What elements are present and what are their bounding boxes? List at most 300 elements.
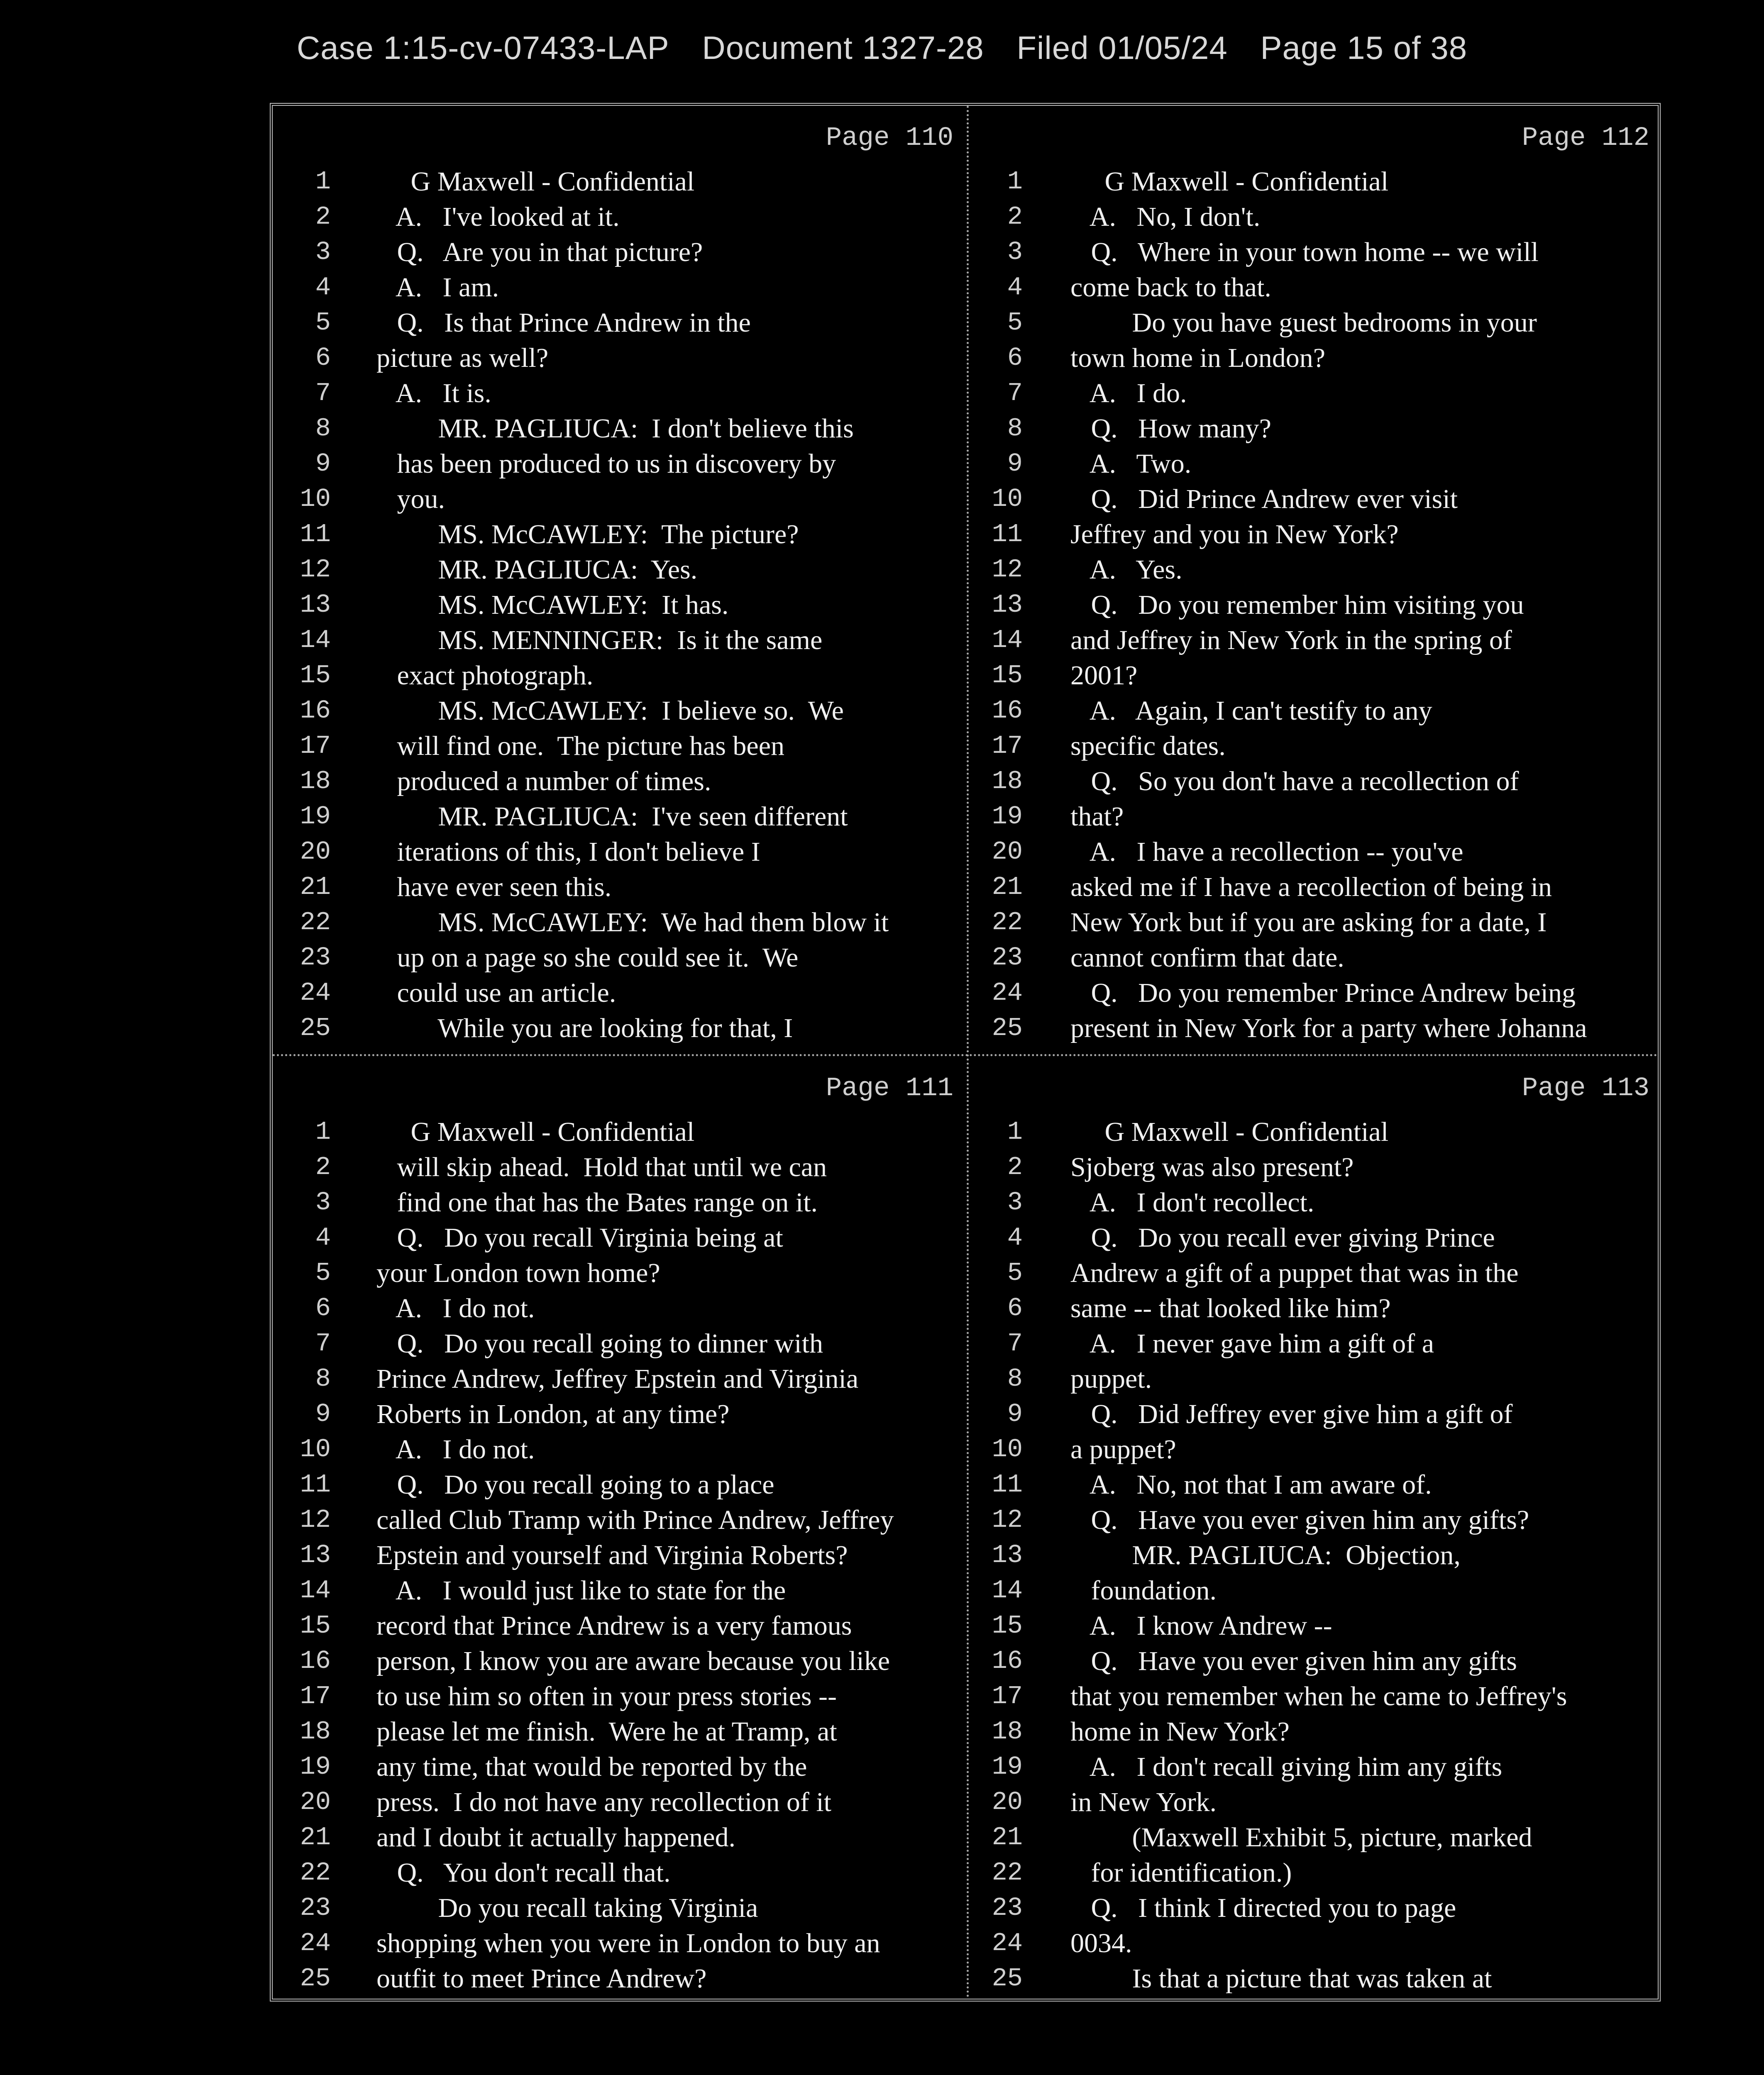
- transcript-line: [273, 1396, 967, 1432]
- transcript-line: [969, 1608, 1663, 1643]
- transcript-line: [273, 905, 967, 940]
- line-text: to use him so often in your press stories --: [376, 1681, 837, 1711]
- line-text: While you are looking for that, I: [376, 1013, 793, 1043]
- line-text: record that Prince Andrew is a very famous: [376, 1611, 852, 1641]
- line-number: 25: [300, 1964, 331, 1993]
- line-text: Q. Where in your town home -- we will: [1070, 237, 1539, 267]
- transcript-line: [273, 199, 967, 234]
- line-text: Q. I think I directed you to page: [1070, 1893, 1456, 1923]
- line-number: 9: [1007, 1399, 1023, 1429]
- line-text: press. I do not have any recollection of it: [376, 1787, 831, 1817]
- transcript-line: [273, 270, 967, 305]
- transcript-line: [273, 234, 967, 270]
- line-number: 9: [315, 1399, 331, 1429]
- transcript-page-113: [969, 1056, 1663, 2004]
- line-number: 17: [300, 731, 331, 761]
- line-text: Q. Do you recall going to dinner with: [376, 1328, 823, 1359]
- line-number: 5: [1007, 308, 1023, 337]
- transcript-line: [969, 1749, 1663, 1784]
- line-text: called Club Tramp with Prince Andrew, Jeffrey: [376, 1505, 894, 1535]
- transcript-line: [969, 764, 1663, 799]
- transcript-lines: [273, 1114, 967, 1996]
- line-text: find one that has the Bates range on it.: [376, 1187, 818, 1218]
- transcript-line: [969, 1150, 1663, 1185]
- line-number: 6: [1007, 1294, 1023, 1323]
- line-number: 13: [300, 1540, 331, 1570]
- transcript-line: [969, 905, 1663, 940]
- line-number: 13: [992, 590, 1023, 620]
- line-text: MR. PAGLIUCA: I've seen different: [376, 801, 848, 832]
- line-number: 1: [315, 167, 331, 196]
- document-number: Document 1327-28: [702, 29, 984, 66]
- transcript-line: [969, 1926, 1663, 1961]
- transcript-line: [273, 1502, 967, 1538]
- page-label: Page 112: [1522, 123, 1649, 153]
- transcript-line: [273, 1291, 967, 1326]
- transcript-line: [273, 1011, 967, 1046]
- line-text: will skip ahead. Hold that until we can: [376, 1152, 827, 1182]
- line-number: 15: [992, 661, 1023, 690]
- transcript-line: [969, 234, 1663, 270]
- line-number: 8: [315, 1364, 331, 1394]
- line-text: will find one. The picture has been: [376, 731, 785, 761]
- line-text: a puppet?: [1070, 1434, 1176, 1465]
- line-number: 5: [1007, 1258, 1023, 1288]
- line-number: 13: [300, 590, 331, 620]
- transcript-page-110: [273, 106, 967, 1054]
- line-text: Q. Are you in that picture?: [376, 237, 703, 267]
- line-number: 7: [1007, 378, 1023, 408]
- transcript-line: [969, 481, 1663, 517]
- line-text: A. I know Andrew --: [1070, 1611, 1332, 1641]
- line-text: up on a page so she could see it. We: [376, 942, 799, 973]
- line-number: 3: [315, 237, 331, 267]
- transcript-line: [969, 622, 1663, 658]
- line-text: Jeffrey and you in New York?: [1070, 519, 1399, 549]
- transcript-line: [273, 1855, 967, 1890]
- line-number: 19: [300, 802, 331, 831]
- transcript-line: [273, 340, 967, 376]
- line-number: 12: [300, 1505, 331, 1535]
- line-number: 10: [992, 1435, 1023, 1464]
- line-text: G Maxwell - Confidential: [376, 1117, 695, 1147]
- transcript-line: [273, 1150, 967, 1185]
- line-text: A. No, I don't.: [1070, 202, 1261, 232]
- transcript-line: [273, 1255, 967, 1291]
- line-text: Prince Andrew, Jeffrey Epstein and Virginia: [376, 1364, 859, 1394]
- line-text: MR. PAGLIUCA: I don't believe this: [376, 413, 854, 444]
- transcript-line: [969, 1855, 1663, 1890]
- line-text: home in New York?: [1070, 1716, 1290, 1747]
- transcript-line: [273, 975, 967, 1011]
- line-text: Q. Do you recall ever giving Prince: [1070, 1223, 1495, 1253]
- line-number: 2: [315, 1152, 331, 1182]
- line-number: 7: [315, 378, 331, 408]
- line-text: Q. How many?: [1070, 413, 1271, 444]
- line-number: 13: [992, 1540, 1023, 1570]
- line-number: 15: [300, 661, 331, 690]
- case-number: Case 1:15-cv-07433-LAP: [296, 29, 669, 66]
- transcript-line: [969, 1714, 1663, 1749]
- line-text: Q. Do you recall going to a place: [376, 1470, 774, 1500]
- transcript-line: [273, 869, 967, 905]
- transcript-lines: [969, 164, 1663, 1046]
- transcript-line: [273, 446, 967, 481]
- transcript-line: [273, 658, 967, 693]
- line-number: 4: [315, 273, 331, 302]
- transcript-line: [969, 199, 1663, 234]
- transcript-lines: [969, 1114, 1663, 1996]
- line-text: A. Two.: [1070, 449, 1192, 479]
- line-number: 21: [300, 1823, 331, 1852]
- line-number: 1: [315, 1117, 331, 1147]
- transcript-line: [969, 1185, 1663, 1220]
- line-number: 20: [300, 837, 331, 867]
- line-text: iterations of this, I don't believe I: [376, 837, 760, 867]
- line-number: 6: [315, 1294, 331, 1323]
- line-text: Andrew a gift of a puppet that was in the: [1070, 1258, 1519, 1288]
- line-number: 24: [992, 1929, 1023, 1958]
- line-number: 25: [992, 1964, 1023, 1993]
- transcript-line: [273, 1432, 967, 1467]
- line-text: any time, that would be reported by the: [376, 1752, 807, 1782]
- line-text: MS. McCAWLEY: I believe so. We: [376, 696, 844, 726]
- line-number: 11: [300, 1470, 331, 1499]
- transcript-line: [273, 305, 967, 340]
- transcript-line: [969, 1396, 1663, 1432]
- transcript-line: [273, 587, 967, 622]
- line-text: your London town home?: [376, 1258, 660, 1288]
- transcript-line: [969, 834, 1663, 869]
- line-number: 22: [992, 1858, 1023, 1887]
- transcript-line: [273, 481, 967, 517]
- transcript-line: [969, 1220, 1663, 1255]
- line-number: 2: [315, 202, 331, 232]
- transcript-line: [273, 622, 967, 658]
- transcript-line: [969, 1291, 1663, 1326]
- transcript-line: [969, 1467, 1663, 1502]
- transcript-line: [273, 517, 967, 552]
- line-text: Q. Do you recall Virginia being at: [376, 1223, 783, 1253]
- line-number: 12: [300, 555, 331, 584]
- transcript-line: [273, 1538, 967, 1573]
- line-number: 19: [992, 802, 1023, 831]
- transcript-line: [273, 1961, 967, 1996]
- line-number: 21: [300, 872, 331, 902]
- line-number: 4: [1007, 1223, 1023, 1252]
- transcript-lines: [273, 164, 967, 1046]
- line-text: cannot confirm that date.: [1070, 942, 1344, 973]
- transcript-line: [969, 1679, 1663, 1714]
- transcript-line: [969, 1502, 1663, 1538]
- line-number: 3: [1007, 1188, 1023, 1217]
- line-number: 5: [315, 1258, 331, 1288]
- line-number: 25: [992, 1013, 1023, 1043]
- line-number: 3: [1007, 237, 1023, 267]
- line-text: foundation.: [1070, 1575, 1217, 1606]
- line-text: outfit to meet Prince Andrew?: [376, 1963, 707, 1994]
- line-number: 9: [315, 449, 331, 478]
- line-text: Q. Do you remember Prince Andrew being: [1070, 978, 1576, 1008]
- line-text: A. I do.: [1070, 378, 1187, 408]
- transcript-line: [273, 1361, 967, 1396]
- transcript-line: [273, 1185, 967, 1220]
- transcript-line: [273, 1326, 967, 1361]
- transcript-line: [273, 1643, 967, 1679]
- line-number: 16: [300, 696, 331, 725]
- line-text: picture as well?: [376, 343, 549, 373]
- transcript-line: [969, 1890, 1663, 1926]
- line-number: 4: [315, 1223, 331, 1252]
- line-text: A. I don't recollect.: [1070, 1187, 1314, 1218]
- transcript-line: [969, 728, 1663, 764]
- line-text: Sjoberg was also present?: [1070, 1152, 1354, 1182]
- transcript-line: [969, 1784, 1663, 1820]
- line-number: 8: [315, 414, 331, 443]
- line-number: 6: [1007, 343, 1023, 373]
- transcript-grid: [270, 103, 1661, 2002]
- transcript-line: [969, 587, 1663, 622]
- line-text: and Jeffrey in New York in the spring of: [1070, 625, 1512, 655]
- line-text: Q. Have you ever given him any gifts: [1070, 1646, 1517, 1676]
- line-number: 16: [992, 696, 1023, 725]
- transcript-line: [273, 834, 967, 869]
- transcript-page-111: [273, 1056, 967, 2004]
- line-text: Epstein and yourself and Virginia Roberts?: [376, 1540, 848, 1570]
- line-text: person, I know you are aware because you like: [376, 1646, 890, 1676]
- line-number: 23: [992, 943, 1023, 972]
- transcript-line: [969, 552, 1663, 587]
- line-number: 22: [300, 908, 331, 937]
- line-number: 16: [300, 1646, 331, 1676]
- transcript-line: [969, 658, 1663, 693]
- line-number: 18: [992, 1717, 1023, 1746]
- line-number: 11: [300, 520, 331, 549]
- line-number: 17: [992, 731, 1023, 761]
- transcript-line: [273, 1114, 967, 1150]
- line-number: 24: [300, 1929, 331, 1958]
- line-text: has been produced to us in discovery by: [376, 449, 836, 479]
- transcript-line: [273, 411, 967, 446]
- line-text: MR. PAGLIUCA: Yes.: [376, 554, 698, 585]
- line-number: 18: [992, 767, 1023, 796]
- line-text: New York but if you are asking for a date, I: [1070, 907, 1547, 937]
- line-text: puppet.: [1070, 1364, 1152, 1394]
- line-number: 14: [300, 1576, 331, 1605]
- line-text: have ever seen this.: [376, 872, 612, 902]
- line-number: 14: [992, 1576, 1023, 1605]
- page-label: Page 113: [1522, 1074, 1649, 1103]
- transcript-line: [273, 1573, 967, 1608]
- line-number: 6: [315, 343, 331, 373]
- transcript-line: [273, 764, 967, 799]
- transcript-page-112: [969, 106, 1663, 1054]
- line-number: 24: [300, 978, 331, 1008]
- line-number: 3: [315, 1188, 331, 1217]
- line-text: MS. MENNINGER: Is it the same: [376, 625, 823, 655]
- line-number: 20: [992, 837, 1023, 867]
- transcript-line: [969, 446, 1663, 481]
- transcript-line: [969, 1573, 1663, 1608]
- line-text: exact photograph.: [376, 660, 594, 691]
- transcript-line: [273, 1926, 967, 1961]
- line-text: A. Yes.: [1070, 554, 1183, 585]
- line-number: 21: [992, 1823, 1023, 1852]
- transcript-line: [273, 1784, 967, 1820]
- line-number: 25: [300, 1013, 331, 1043]
- line-number: 8: [1007, 1364, 1023, 1394]
- line-text: in New York.: [1070, 1787, 1217, 1817]
- line-number: 10: [992, 484, 1023, 514]
- line-number: 18: [300, 1717, 331, 1746]
- transcript-line: [969, 1326, 1663, 1361]
- transcript-line: [969, 1538, 1663, 1573]
- transcript-line: [969, 869, 1663, 905]
- document-header: [0, 29, 1764, 67]
- line-text: Q. Did Jeffrey ever give him a gift of: [1070, 1399, 1513, 1429]
- line-number: 21: [992, 872, 1023, 902]
- page-label: Page 111: [826, 1074, 953, 1103]
- line-number: 9: [1007, 449, 1023, 478]
- transcript-line: [273, 1679, 967, 1714]
- line-text: MR. PAGLIUCA: Objection,: [1070, 1540, 1461, 1570]
- transcript-line: [273, 1467, 967, 1502]
- transcript-line: [273, 1749, 967, 1784]
- line-number: 23: [300, 943, 331, 972]
- line-number: 24: [992, 978, 1023, 1008]
- line-text: MS. McCAWLEY: It has.: [376, 590, 729, 620]
- line-text: town home in London?: [1070, 343, 1326, 373]
- line-text: you.: [376, 484, 445, 514]
- transcript-line: [969, 517, 1663, 552]
- line-text: A. I do not.: [376, 1293, 535, 1323]
- line-text: MS. McCAWLEY: We had them blow it: [376, 907, 889, 937]
- transcript-line: [273, 940, 967, 975]
- line-number: 4: [1007, 273, 1023, 302]
- page-count: Page 15 of 38: [1260, 29, 1468, 66]
- line-text: and I doubt it actually happened.: [376, 1822, 736, 1853]
- line-text: Q. Have you ever given him any gifts?: [1070, 1505, 1529, 1535]
- transcript-line: [969, 340, 1663, 376]
- line-number: 19: [992, 1752, 1023, 1782]
- line-number: 17: [992, 1682, 1023, 1711]
- line-number: 14: [300, 625, 331, 655]
- transcript-line: [273, 1714, 967, 1749]
- line-text: G Maxwell - Confidential: [1070, 1117, 1389, 1147]
- line-text: A. I don't recall giving him any gifts: [1070, 1752, 1503, 1782]
- line-text: A. Again, I can't testify to any: [1070, 696, 1432, 726]
- line-number: 2: [1007, 202, 1023, 232]
- line-text: Q. Is that Prince Andrew in the: [376, 308, 751, 338]
- line-number: 5: [315, 308, 331, 337]
- line-text: A. No, not that I am aware of.: [1070, 1470, 1432, 1500]
- line-text: Q. Did Prince Andrew ever visit: [1070, 484, 1458, 514]
- transcript-line: [273, 1890, 967, 1926]
- transcript-line: [969, 1011, 1663, 1046]
- line-text: Q. You don't recall that.: [376, 1858, 671, 1888]
- transcript-line: [969, 1820, 1663, 1855]
- transcript-line: [969, 1361, 1663, 1396]
- line-number: 17: [300, 1682, 331, 1711]
- transcript-line: [969, 1432, 1663, 1467]
- transcript-line: [969, 376, 1663, 411]
- line-text: Is that a picture that was taken at: [1070, 1963, 1492, 1994]
- transcript-line: [273, 693, 967, 728]
- transcript-line: [969, 1961, 1663, 1996]
- transcript-line: [273, 1220, 967, 1255]
- line-number: 12: [992, 555, 1023, 584]
- transcript-line: [273, 728, 967, 764]
- line-number: 1: [1007, 167, 1023, 196]
- line-text: A. I never gave him a gift of a: [1070, 1328, 1434, 1359]
- line-text: come back to that.: [1070, 272, 1271, 303]
- transcript-line: [969, 1114, 1663, 1150]
- line-text: that?: [1070, 801, 1124, 832]
- line-number: 1: [1007, 1117, 1023, 1147]
- line-number: 7: [315, 1329, 331, 1358]
- filed-date: Filed 01/05/24: [1016, 29, 1228, 66]
- line-text: A. I have a recollection -- you've: [1070, 837, 1463, 867]
- line-number: 19: [300, 1752, 331, 1782]
- line-text: shopping when you were in London to buy an: [376, 1928, 880, 1958]
- line-number: 14: [992, 625, 1023, 655]
- line-text: please let me finish. Were he at Tramp, at: [376, 1716, 837, 1747]
- line-text: A. I am.: [376, 272, 499, 303]
- line-text: Do you have guest bedrooms in your: [1070, 308, 1537, 338]
- line-text: present in New York for a party where Johanna: [1070, 1013, 1587, 1043]
- line-number: 10: [300, 484, 331, 514]
- transcript-line: [273, 1608, 967, 1643]
- line-text: that you remember when he came to Jeffrey's: [1070, 1681, 1567, 1711]
- line-number: 8: [1007, 414, 1023, 443]
- line-number: 7: [1007, 1329, 1023, 1358]
- line-text: 2001?: [1070, 660, 1138, 691]
- transcript-line: [969, 799, 1663, 834]
- line-text: A. It is.: [376, 378, 491, 408]
- transcript-line: [273, 164, 967, 199]
- transcript-line: [273, 552, 967, 587]
- transcript-line: [969, 975, 1663, 1011]
- transcript-line: [969, 411, 1663, 446]
- transcript-line: [273, 1820, 967, 1855]
- page-label: Page 110: [826, 123, 953, 153]
- line-text: asked me if I have a recollection of being in: [1070, 872, 1552, 902]
- line-text: could use an article.: [376, 978, 616, 1008]
- line-text: 0034.: [1070, 1928, 1132, 1958]
- line-text: Do you recall taking Virginia: [376, 1893, 758, 1923]
- line-number: 22: [992, 908, 1023, 937]
- line-text: A. I've looked at it.: [376, 202, 620, 232]
- transcript-line: [969, 164, 1663, 199]
- line-text: Roberts in London, at any time?: [376, 1399, 730, 1429]
- transcript-line: [969, 305, 1663, 340]
- line-number: 23: [992, 1893, 1023, 1923]
- line-number: 23: [300, 1893, 331, 1923]
- transcript-line: [969, 270, 1663, 305]
- line-number: 18: [300, 767, 331, 796]
- line-number: 15: [300, 1611, 331, 1640]
- transcript-line: [273, 376, 967, 411]
- line-text: for identification.): [1070, 1858, 1292, 1888]
- line-text: G Maxwell - Confidential: [376, 166, 695, 197]
- transcript-line: [969, 693, 1663, 728]
- line-number: 16: [992, 1646, 1023, 1676]
- transcript-line: [969, 1643, 1663, 1679]
- line-text: same -- that looked like him?: [1070, 1293, 1391, 1323]
- line-text: MS. McCAWLEY: The picture?: [376, 519, 799, 549]
- transcript-line: [969, 940, 1663, 975]
- line-text: A. I do not.: [376, 1434, 535, 1465]
